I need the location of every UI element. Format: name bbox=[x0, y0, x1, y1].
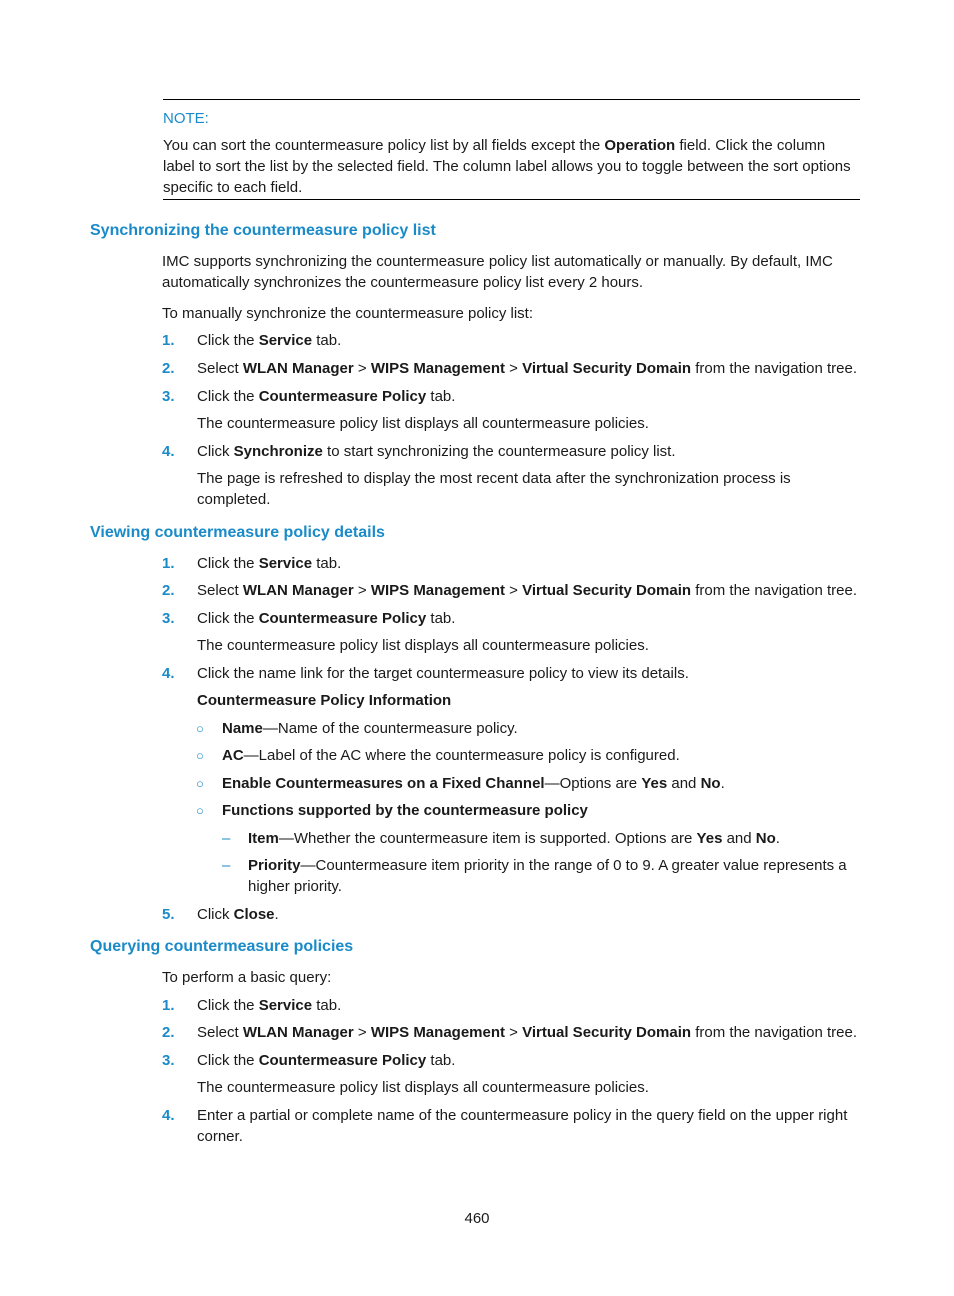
step-number: 1. bbox=[162, 332, 175, 349]
list-item: Name—Name of the countermeasure policy. bbox=[222, 720, 518, 737]
list-item: AC—Label of the AC where the countermeasure policy is configured. bbox=[222, 747, 680, 764]
list-item: Functions supported by the countermeasure policy bbox=[222, 802, 588, 819]
step-number: 2. bbox=[162, 360, 175, 377]
note-label: NOTE: bbox=[163, 110, 209, 127]
section-heading-query: Querying countermeasure policies bbox=[90, 938, 354, 955]
step-result: The countermeasure policy list displays all countermeasure policies. bbox=[197, 637, 649, 654]
paragraph: To perform a basic query: bbox=[162, 969, 332, 986]
step-number: 2. bbox=[162, 1024, 175, 1041]
dash-bullet-icon: – bbox=[222, 830, 231, 847]
step-text: Click the Countermeasure Policy tab. bbox=[197, 610, 456, 627]
paragraph: IMC supports synchronizing the countermeasure policy list automatically or manually. By default, IMC automatically synchronizes the countermeasure policy list every 2 hours. bbox=[162, 253, 833, 291]
step-text: Click the Service tab. bbox=[197, 555, 342, 572]
step-text: Click the Service tab. bbox=[197, 997, 342, 1014]
step-number: 4. bbox=[162, 1107, 175, 1124]
step-number: 2. bbox=[162, 582, 175, 599]
section-heading-sync: Synchronizing the countermeasure policy list bbox=[90, 222, 436, 239]
step-text: Select WLAN Manager > WIPS Management > Virtual Security Domain from the navigation tree. bbox=[197, 1024, 857, 1041]
sub-list-item: Priority—Countermeasure item priority in the range of 0 to 9. A greater value represents a higher priority. bbox=[248, 857, 847, 895]
step-text: Click the Countermeasure Policy tab. bbox=[197, 388, 456, 405]
dash-bullet-icon: – bbox=[222, 857, 231, 874]
step-text: Click the Countermeasure Policy tab. bbox=[197, 1052, 456, 1069]
circle-bullet-icon: ○ bbox=[196, 748, 204, 763]
step-number: 3. bbox=[162, 1052, 175, 1069]
circle-bullet-icon: ○ bbox=[196, 776, 204, 791]
step-number: 3. bbox=[162, 610, 175, 627]
step-number: 5. bbox=[162, 906, 175, 923]
section-heading-view: Viewing countermeasure policy details bbox=[90, 524, 385, 541]
step-text: Click Synchronize to start synchronizing the countermeasure policy list. bbox=[197, 443, 676, 460]
step-text: Click the name link for the target countermeasure policy to view its details. bbox=[197, 665, 689, 682]
step-text: Select WLAN Manager > WIPS Management > Virtual Security Domain from the navigation tree. bbox=[197, 582, 857, 599]
step-text: Click the Service tab. bbox=[197, 332, 342, 349]
step-number: 1. bbox=[162, 555, 175, 572]
step-number: 4. bbox=[162, 665, 175, 682]
step-result: The page is refreshed to display the most recent data after the synchronization process is completed. bbox=[197, 470, 791, 508]
step-number: 1. bbox=[162, 997, 175, 1014]
circle-bullet-icon: ○ bbox=[196, 803, 204, 818]
step-result: The countermeasure policy list displays all countermeasure policies. bbox=[197, 1079, 649, 1096]
info-title: Countermeasure Policy Information bbox=[197, 692, 452, 709]
step-text: Click Close. bbox=[197, 906, 279, 923]
page-number: 460 bbox=[464, 1210, 490, 1227]
step-text: Enter a partial or complete name of the countermeasure policy in the query field on the upper right corner. bbox=[197, 1107, 848, 1145]
circle-bullet-icon: ○ bbox=[196, 721, 204, 736]
step-number: 3. bbox=[162, 388, 175, 405]
list-item: Enable Countermeasures on a Fixed Channel—Options are Yes and No. bbox=[222, 775, 725, 792]
step-number: 4. bbox=[162, 443, 175, 460]
sub-list-item: Item—Whether the countermeasure item is supported. Options are Yes and No. bbox=[248, 830, 780, 847]
step-text: Select WLAN Manager > WIPS Management > Virtual Security Domain from the navigation tree. bbox=[197, 360, 857, 377]
step-result: The countermeasure policy list displays all countermeasure policies. bbox=[197, 415, 649, 432]
note-text: You can sort the countermeasure policy list by all fields except the Operation field. Click the column label to sort the list by the selected field. The column label allows you to toggle between the sort options specific to each field. bbox=[163, 137, 851, 196]
paragraph: To manually synchronize the countermeasure policy list: bbox=[162, 305, 534, 322]
